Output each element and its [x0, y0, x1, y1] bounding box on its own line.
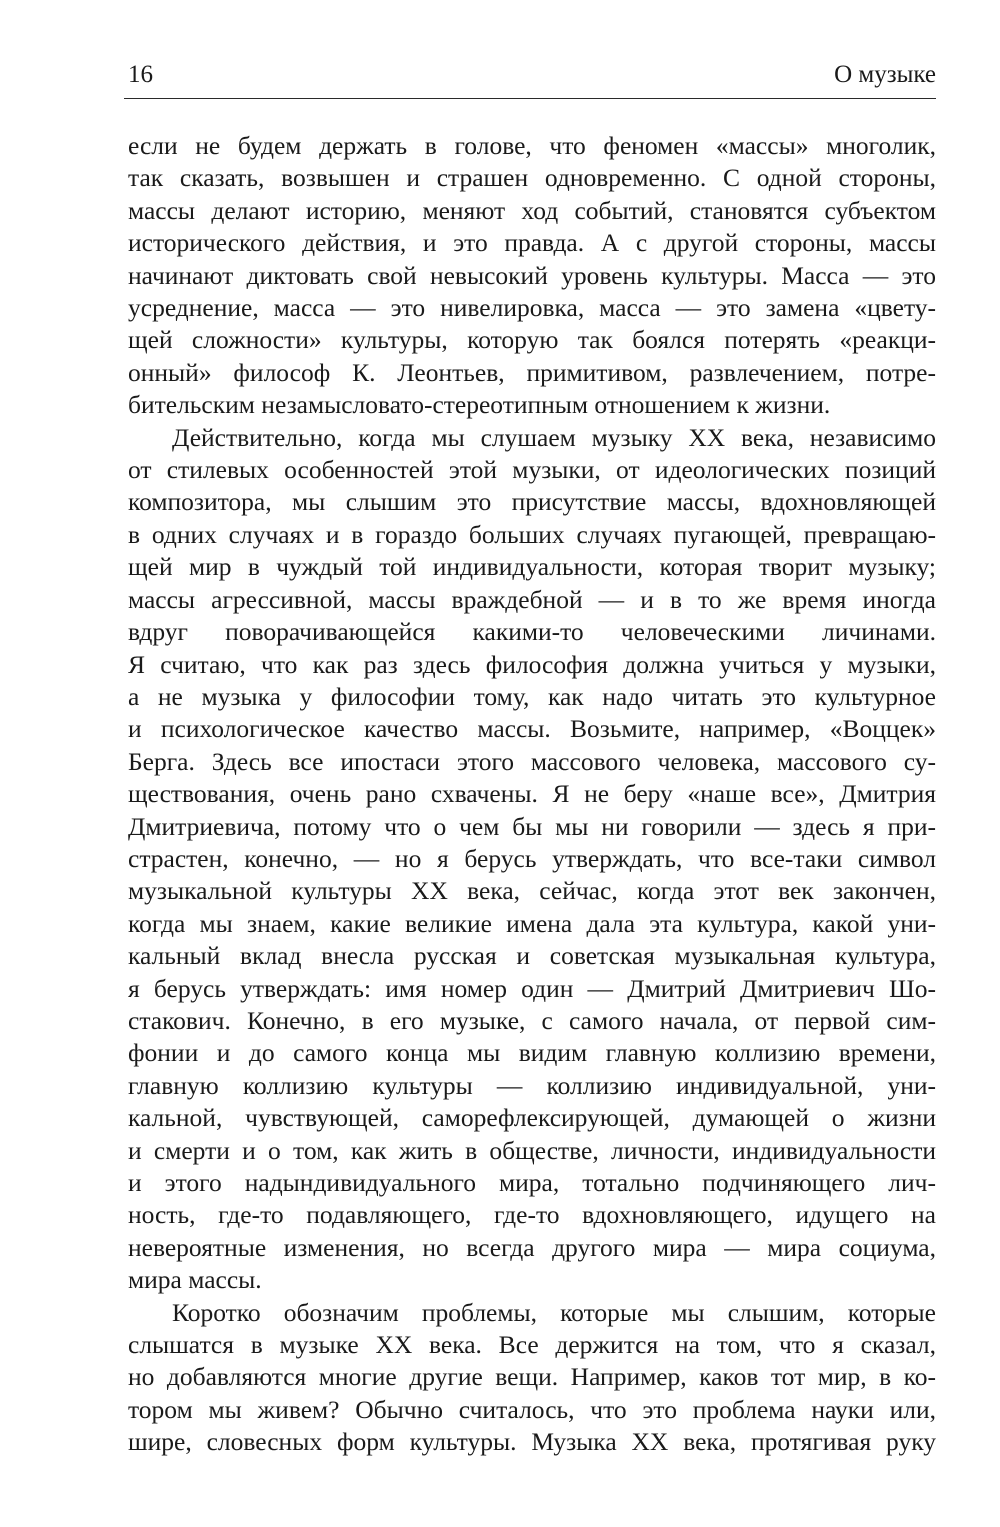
text-line: и психологическое качество массы. Возьмите, например, «Воццек» [128, 714, 936, 744]
text-line: Берга. Здесь все ипостаси этого массового человека, массового су- [128, 746, 936, 776]
text-line: и этого надындивидуального мира, тотально подчиняющего лич- [128, 1168, 936, 1197]
text-line: Действительно, когда мы слушаем музыку XX века, независимо [172, 422, 936, 452]
text-line: мира массы. [128, 1265, 262, 1295]
text-line: музыкальной культуры XX века, сейчас, когда этот век закончен, [128, 876, 936, 906]
text-line: когда мы знаем, какие великие имена дала эта культура, какой уни- [128, 908, 936, 938]
text-line: кальный вклад внесла русская и советская музыкальная культура, [128, 941, 936, 971]
header-rule [124, 98, 936, 99]
text-line: исторического действия, и это правда. А с другой стороны, массы [128, 228, 936, 258]
text-line: начинают диктовать свой невысокий уровень культуры. Масса — это [128, 260, 936, 290]
text-line: я берусь утверждать: имя номер один — Дмитрий Дмитриевич Шо- [128, 973, 936, 1003]
paragraph [128, 422, 936, 1297]
text-line: но добавляются многие другие вещи. Например, каков тот мир, в ко- [128, 1362, 936, 1392]
text-line: фонии и до самого конца мы видим главную коллизию времени, [128, 1038, 936, 1068]
text-line: щей сложности» культуры, которую так боялся потерять «реакци- [128, 325, 936, 355]
text-line: Дмитриевича, потому что о чем бы мы ни говорили — здесь я при- [128, 811, 936, 841]
text-line: ность, где-то подавляющего, где-то вдохновляющего, идущего на [128, 1200, 936, 1230]
text-line: главную коллизию культуры — коллизию индивидуальной, уни- [128, 1070, 936, 1100]
text-line: и смерти и о том, как жить в обществе, личности, индивидуальности [128, 1135, 936, 1165]
text-line: бительским незамысловато-стереотипным отношением к жизни. [128, 390, 831, 420]
text-line: щей мир в чуждый той индивидуальности, которая творит музыку; [128, 552, 936, 582]
text-line: тором мы живем? Обычно считалось, что это проблема науки или, [128, 1394, 936, 1424]
text-line: а не музыка у философии тому, как надо читать это культурное [128, 681, 936, 711]
text-line: массы делают историю, меняют ход событий, становятся субъектом [128, 195, 936, 225]
text-line: усреднение, масса — это нивелировка, масса — это замена «цвету- [128, 293, 936, 323]
text-line: невероятные изменения, но всегда другого мира — мира социума, [128, 1232, 936, 1262]
text-line: от стилевых особенностей этой музыки, от идеологических позиций [128, 455, 936, 485]
text-line: онный» философ К. Леонтьев, примитивом, развлечением, потре- [128, 357, 936, 387]
text-line: композитора, мы слышим это присутствие массы, вдохновляющей [128, 487, 936, 517]
running-title: О музыке [834, 61, 936, 88]
text-line: шире, словесных форм культуры. Музыка XX века, протягивая руку [128, 1427, 936, 1457]
body-text [128, 130, 936, 1459]
paragraph [128, 130, 936, 422]
text-line: если не будем держать в голове, что феномен «массы» многолик, [128, 131, 936, 160]
text-line: кальной, чувствующей, саморефлексирующей, думающей о жизни [128, 1103, 936, 1133]
text-line: массы агрессивной, массы враждебной — и в то же время иногда [128, 584, 936, 614]
text-line: стакович. Конечно, в его музыке, с самого начала, от первой сим- [128, 1005, 936, 1035]
page-number: 16 [128, 61, 153, 88]
text-line: страстен, конечно, — но я берусь утверждать, что все-таки символ [128, 843, 936, 873]
text-line: в одних случаях и в гораздо больших случаях пугающей, превращаю- [128, 519, 936, 549]
text-line: вдруг поворачивающейся какими-то человеческими личинами. [128, 617, 936, 647]
paragraph [128, 1297, 936, 1459]
text-line: Коротко обозначим проблемы, которые мы слышим, которые [172, 1297, 936, 1327]
text-line: так сказать, возвышен и страшен одновременно. С одной стороны, [128, 163, 936, 193]
page-header [128, 60, 936, 94]
text-line: Я считаю, что как раз здесь философия должна учиться у музыки, [128, 649, 936, 679]
text-line: ществования, очень рано схвачены. Я не беру «наше все», Дмитрия [128, 779, 936, 809]
text-line: слышатся в музыке XX века. Все держится на том, что я сказал, [128, 1330, 936, 1360]
